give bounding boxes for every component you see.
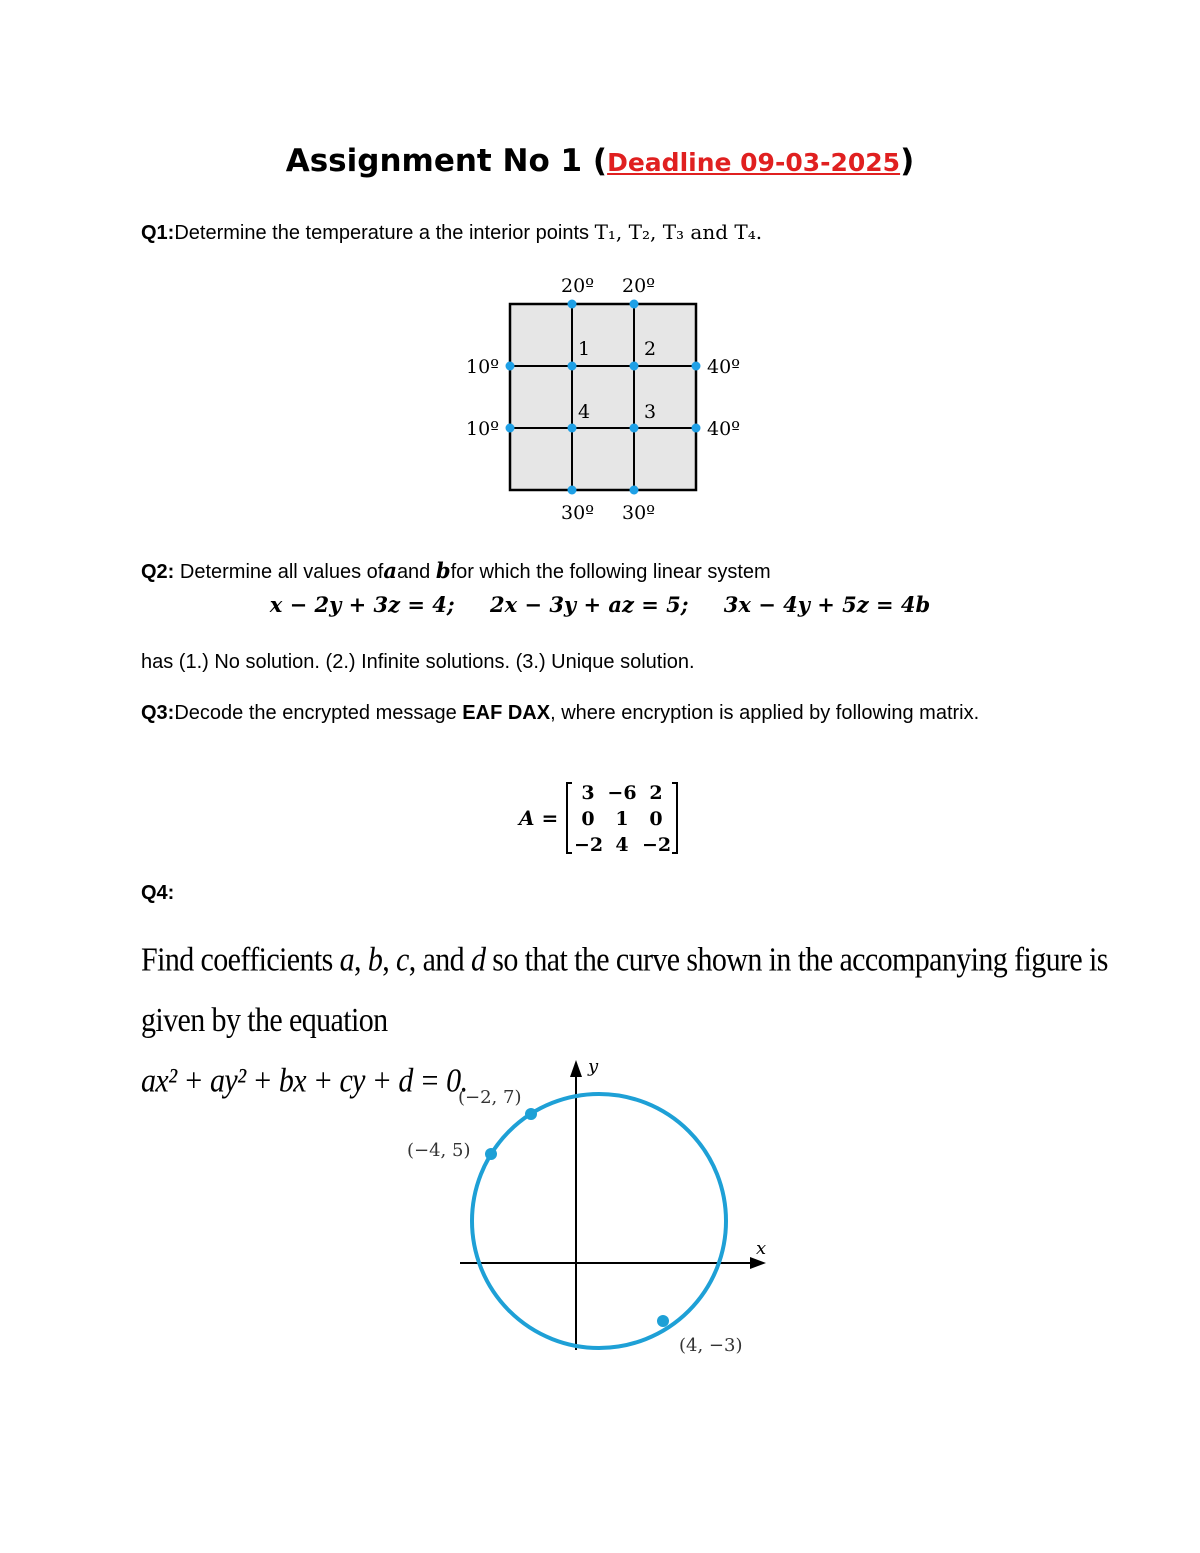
node-dot [568,362,577,371]
matrix-row [574,780,674,806]
q2-text-b: and [396,561,436,583]
node-dot [692,424,701,433]
label-point-neg2-7: (−2, 7) [458,1087,522,1108]
matrix-cell: 0 [649,808,663,830]
q1-text: Determine the temperature a the interior points [174,222,595,244]
label-point-4-neg3: (4, −3) [679,1335,743,1356]
q2-text-a: Determine all values of [174,561,384,583]
top-label-2: 20º [622,275,656,297]
temperature-grid-figure [450,265,770,530]
q1-label: Q1: [141,222,175,244]
title-text: Assignment No 1 ( [285,143,608,179]
node-dot [692,362,701,371]
node-dot [568,486,577,495]
node-dot [506,362,515,371]
q4-text-b: so that the curve shown in the accompanying figure is given by the equation [141,941,1108,1039]
q2-text-c: for which the following linear system [450,561,771,583]
bottom-label-1: 30º [561,502,595,524]
node-dot [630,362,639,371]
circle-equation: ax² + ay² + bx + cy + d = 0. [141,1062,468,1100]
page-title [0,143,1200,179]
equation-2: 2x − 3y + az = 5; [489,592,689,617]
node-dot [506,424,515,433]
node-dot [630,424,639,433]
question-3 [141,698,1081,728]
sep: , [382,941,397,979]
encrypted-message: EAF DAX [462,702,551,724]
circle-figure [400,1050,780,1370]
cell-label-3: 3 [644,401,657,423]
coef-b: b [367,941,383,979]
matrix-cell: −6 [607,782,637,804]
x-axis-label: x [756,1238,767,1259]
q2-var-a: a [383,558,397,583]
deadline-text: Deadline 09-03-2025 [607,148,901,177]
equation-3: 3x − 4y + 5z = 4b [723,592,931,617]
q3-text-a: Decode the encrypted message [174,702,463,724]
and-text: , and [408,941,471,979]
point-neg2-7 [525,1108,537,1120]
y-axis-label: y [588,1056,599,1077]
q2-equations [0,592,1200,617]
q4-line-1 [141,930,1161,1051]
question-2 [141,556,771,587]
title-close: ) [900,143,915,179]
q2-var-b: b [435,558,451,583]
node-dot [630,300,639,309]
sep: , [354,941,368,979]
matrix-label: A = [519,806,559,830]
q1-points: T₁, T₂, T₃ and T₄. [594,220,763,244]
circle-curve [472,1094,726,1348]
q4-label: Q4: [141,882,175,904]
q3-text-b: , where encryption is applied by following matrix. [550,702,980,724]
left-label-2: 10º [466,418,500,440]
matrix-cell: 3 [581,782,595,804]
left-label-1: 10º [466,356,500,378]
node-dot [568,300,577,309]
q2-conditions: has (1.) No solution. (2.) Infinite solutions. (3.) Unique solution. [141,651,695,673]
matrix-row [574,832,674,858]
node-dot [568,424,577,433]
question-4 [141,878,174,908]
coef-d: d [470,941,486,979]
equation-1: x − 2y + 3z = 4; [269,592,455,617]
matrix-cell: 0 [581,808,595,830]
point-neg4-5 [485,1148,497,1160]
cell-label-4: 4 [578,401,591,423]
matrix-body [574,780,674,858]
cell-label-1: 1 [578,338,591,360]
plate-rect [510,304,696,490]
cell-label-2: 2 [644,338,657,360]
q2-label: Q2: [141,561,175,583]
coef-c: c [396,941,409,979]
node-dot [630,486,639,495]
y-axis-arrow [570,1060,582,1077]
top-label-1: 20º [561,275,595,297]
point-4-neg3 [657,1315,669,1327]
matrix-cell: −2 [574,834,604,856]
right-label-2: 40º [707,418,741,440]
right-label-1: 40º [707,356,741,378]
q3-label: Q3: [141,702,175,724]
matrix-row [574,806,674,832]
q4-text-a: Find coefficients [141,941,340,979]
question-1 [141,217,762,248]
bottom-label-2: 30º [622,502,656,524]
label-point-neg4-5: (−4, 5) [407,1140,471,1161]
matrix-cell: −2 [642,834,672,856]
coef-a: a [339,941,355,979]
matrix-cell: 1 [615,808,629,830]
matrix-cell: 2 [649,782,663,804]
matrix-cell: 4 [615,834,629,856]
